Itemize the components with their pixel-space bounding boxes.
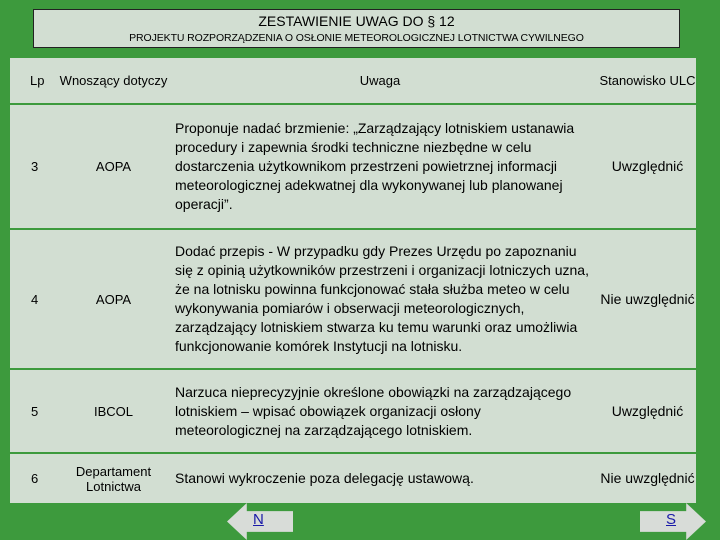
header-stanowisko: Stanowisko ULC xyxy=(599,58,696,103)
table-row xyxy=(10,228,696,368)
cell-lp: 4 xyxy=(10,228,56,368)
cell-uwaga: Proponuje nadać brzmienie: „Zarządzający lotniskiem ustanawia procedury i zapewnia środki techniczne niezbędne w celu dostarczenia użytkownikom przestrzeni powietrznej informacji meteorologicznej adekwatnej dla wykonywanej lub planowanej operacji”. xyxy=(171,103,599,228)
cell-stanowisko: Uwzględnić xyxy=(599,368,696,452)
table-row xyxy=(10,103,696,228)
cell-lp: 3 xyxy=(10,103,56,228)
next-slide-link[interactable]: S xyxy=(666,511,677,528)
table-header-row xyxy=(10,58,696,103)
prev-slide-link[interactable]: N xyxy=(253,511,264,528)
cell-stanowisko: Uwzględnić xyxy=(599,103,696,228)
cell-uwaga: Dodać przepis - W przypadku gdy Prezes Urzędu po zapoznaniu się z opinią użytkowników przestrzeni i organizacji lotniczych uzna, że na lotnisku powinna funkcjonować stała służba meteo w celu wykonywania pomiarów i obserwacji meteorologicznych, zarządzający lotniskiem stwarza ku temu warunki oraz umożliwia funkcjonowanie komórek Instytucji na lotnisku. xyxy=(171,228,599,368)
cell-wnoszacy: Departament Lotnictwa xyxy=(56,452,171,503)
cell-wnoszacy: AOPA xyxy=(56,228,171,368)
page-title: ZESTAWIENIE UWAG DO § 12 xyxy=(258,13,455,29)
header-lp: Lp xyxy=(10,58,56,103)
header-uwaga: Uwaga xyxy=(171,58,599,103)
title-box xyxy=(33,9,680,48)
cell-uwaga: Stanowi wykroczenie poza delegację ustawową. xyxy=(171,452,599,503)
header-wnoszacy: Wnoszący dotyczy xyxy=(56,58,171,103)
cell-lp: 6 xyxy=(10,452,56,503)
page-subtitle: PROJEKTU ROZPORZĄDZENIA O OSŁONIE METEOROLOGICZNEJ LOTNICTWA CYWILNEGO xyxy=(129,32,584,44)
cell-wnoszacy: AOPA xyxy=(56,103,171,228)
remarks-table xyxy=(10,58,696,503)
cell-uwaga: Narzuca nieprecyzyjnie określone obowiązki na zarządzającego lotniskiem – wpisać obowiązek organizacji osłony meteorologicznej na zarządzającego lotniskiem. xyxy=(171,368,599,452)
cell-lp: 5 xyxy=(10,368,56,452)
table-row xyxy=(10,452,696,503)
cell-stanowisko: Nie uwzględnić xyxy=(599,228,696,368)
table-row xyxy=(10,368,696,452)
cell-stanowisko: Nie uwzględnić xyxy=(599,452,696,503)
cell-wnoszacy: IBCOL xyxy=(56,368,171,452)
